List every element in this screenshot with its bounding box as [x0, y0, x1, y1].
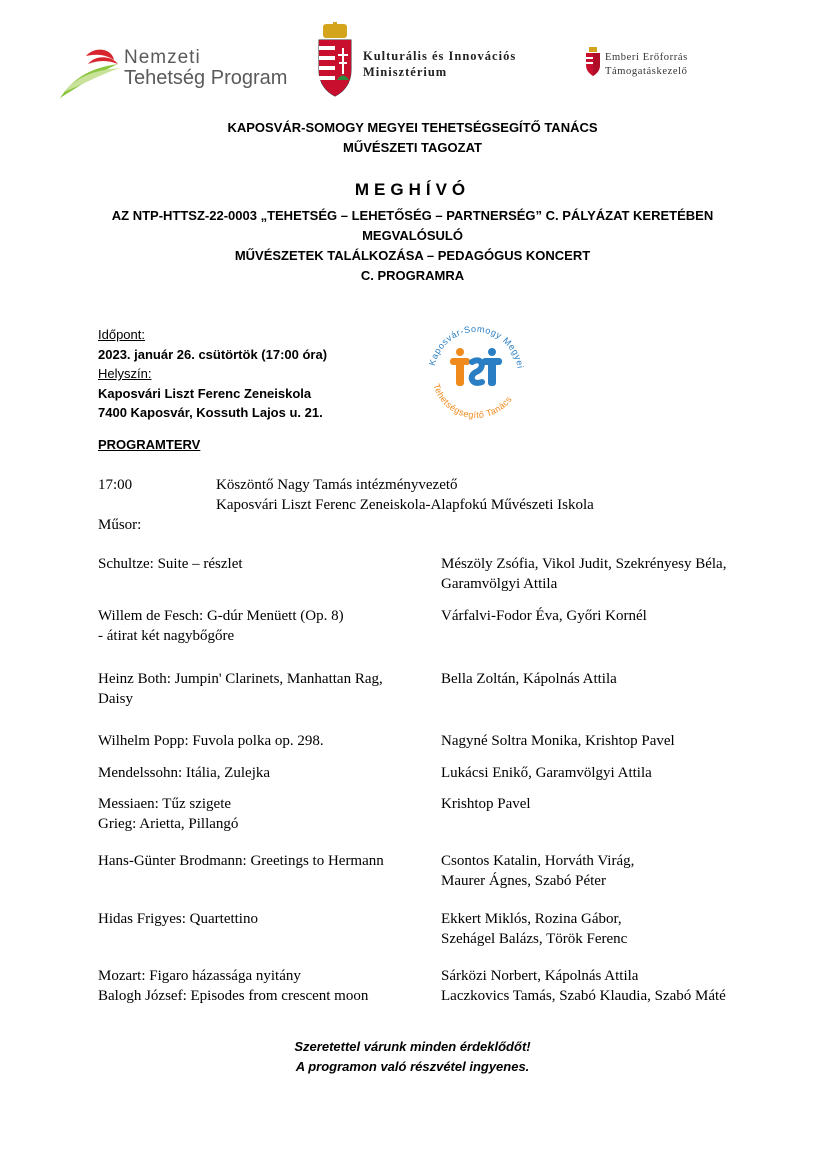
musor-label: Műsor:	[98, 517, 142, 533]
program-item-work: Mendelssohn: Itália, Zulejka	[98, 765, 271, 781]
program-item-work: Willem de Fesch: G-dúr Menüett (Op. 8)	[98, 608, 344, 624]
opening-line1: Köszöntő Nagy Tamás intézményvezető	[216, 477, 458, 493]
page-title: MEGHÍVÓ	[354, 180, 471, 199]
place-line2: 7400 Kaposvár, Kossuth Lajos u. 21.	[98, 405, 323, 420]
subtitle-line4: C. PROGRAMRA	[360, 268, 465, 283]
program-item-performers: Laczkovics Tamás, Szabó Klaudia, Szabó Máté	[441, 988, 726, 1004]
program-item-work: Daisy	[98, 691, 133, 707]
ntp-swoosh-icon	[58, 42, 122, 102]
program-item-work: Hans-Günter Brodmann: Greetings to Hermann	[98, 853, 384, 869]
closing-line2: A programon való részvétel ingyenes.	[295, 1059, 530, 1074]
ntp-logo-line2: Tehetség Program	[124, 67, 288, 89]
time-value: 2023. január 26. csütörtök (17:00 óra)	[98, 346, 328, 362]
emet-logo	[585, 47, 745, 87]
emet-line2: Támogatáskezelő	[605, 66, 688, 77]
program-item-performers: Csontos Katalin, Horváth Virág,	[441, 853, 635, 869]
subtitle-line2: MEGVALÓSULÓ	[362, 228, 463, 243]
org-line2: MŰVÉSZETI TAGOZAT	[343, 140, 482, 155]
program-item-work: Messiaen: Tűz szigete	[98, 796, 232, 812]
program-item-performers: Maurer Ágnes, Szabó Péter	[441, 873, 606, 889]
program-item-performers: Szehágel Balázs, Török Ferenc	[441, 931, 628, 947]
emet-coat-of-arms-icon	[585, 47, 601, 77]
program-item-performers: Várfalvi-Fodor Éva, Győri Kornél	[441, 608, 647, 624]
place-label: Helyszín:	[98, 366, 152, 381]
opening-time: 17:00	[98, 477, 133, 493]
program-item-work: Balogh József: Episodes from crescent moon	[98, 988, 369, 1004]
ministry-line2: Minisztérium	[363, 65, 448, 79]
program-item-performers: Lukácsi Enikő, Garamvölgyi Attila	[441, 765, 652, 781]
program-item-work: Grieg: Arietta, Pillangó	[98, 816, 239, 832]
svg-text:Tehetségsegítő Tanács: Tehetségsegítő Tanács	[431, 382, 514, 421]
opening-line2: Kaposvári Liszt Ferenc Zeneiskola-Alapfokú Művészeti Iskola	[216, 497, 594, 513]
program-item-performers: Mészöly Zsófia, Vikol Judit, Szekrényesy Béla,	[441, 556, 727, 572]
org-line1: KAPOSVÁR-SOMOGY MEGYEI TEHETSÉGSEGÍTŐ TANÁCS	[227, 120, 598, 135]
program-item-performers: Ekkert Miklós, Rozina Gábor,	[441, 911, 622, 927]
talent-council-logo-icon	[420, 318, 532, 422]
ministry-line1: Kulturális és Innovációs	[363, 49, 517, 63]
closing-line1: Szeretettel várunk minden érdeklődőt!	[294, 1039, 531, 1054]
program-item-performers: Garamvölgyi Attila	[441, 576, 558, 592]
program-item-performers: Krishtop Pavel	[441, 796, 531, 812]
time-label: Időpont:	[98, 327, 145, 342]
program-item-performers: Bella Zoltán, Kápolnás Attila	[441, 671, 617, 687]
place-line1: Kaposvári Liszt Ferenc Zeneiskola	[98, 385, 312, 401]
talent-council-logo	[420, 318, 532, 422]
emet-line1: Emberi Erőforrás	[605, 52, 688, 63]
program-item-work: Heinz Both: Jumpin' Clarinets, Manhattan Rag,	[98, 671, 383, 687]
svg-text:Kaposvár-Somogy Megyei: Kaposvár-Somogy Megyei	[426, 323, 526, 370]
ntp-logo-line1: Nemzeti	[124, 47, 201, 68]
program-item-performers: Sárközi Norbert, Kápolnás Attila	[441, 968, 639, 984]
ministry-logo	[315, 22, 575, 102]
hungarian-coat-of-arms-icon	[315, 22, 355, 98]
program-item-work: - átirat két nagybőgőre	[98, 628, 235, 644]
program-item-work: Mozart: Figaro házassága nyitány	[98, 968, 301, 984]
event-info	[98, 325, 327, 423]
program-item-performers: Nagyné Soltra Monika, Krishtop Pavel	[441, 733, 675, 749]
subtitle-line3: MŰVÉSZETEK TALÁLKOZÁSA – PEDAGÓGUS KONCERT	[234, 248, 591, 263]
program-heading: PROGRAMTERV	[98, 437, 201, 452]
program-item-work: Schultze: Suite – részlet	[98, 556, 243, 572]
subtitle-line1: AZ NTP-HTTSZ-22-0003 „TEHETSÉG – LEHETŐSÉG – PARTNERSÉG” C. PÁLYÁZAT KERETÉBEN	[111, 208, 714, 223]
ntp-logo	[58, 42, 308, 102]
program-item-work: Hidas Frigyes: Quartettino	[98, 911, 258, 927]
program-item-work: Wilhelm Popp: Fuvola polka op. 298.	[98, 733, 324, 749]
